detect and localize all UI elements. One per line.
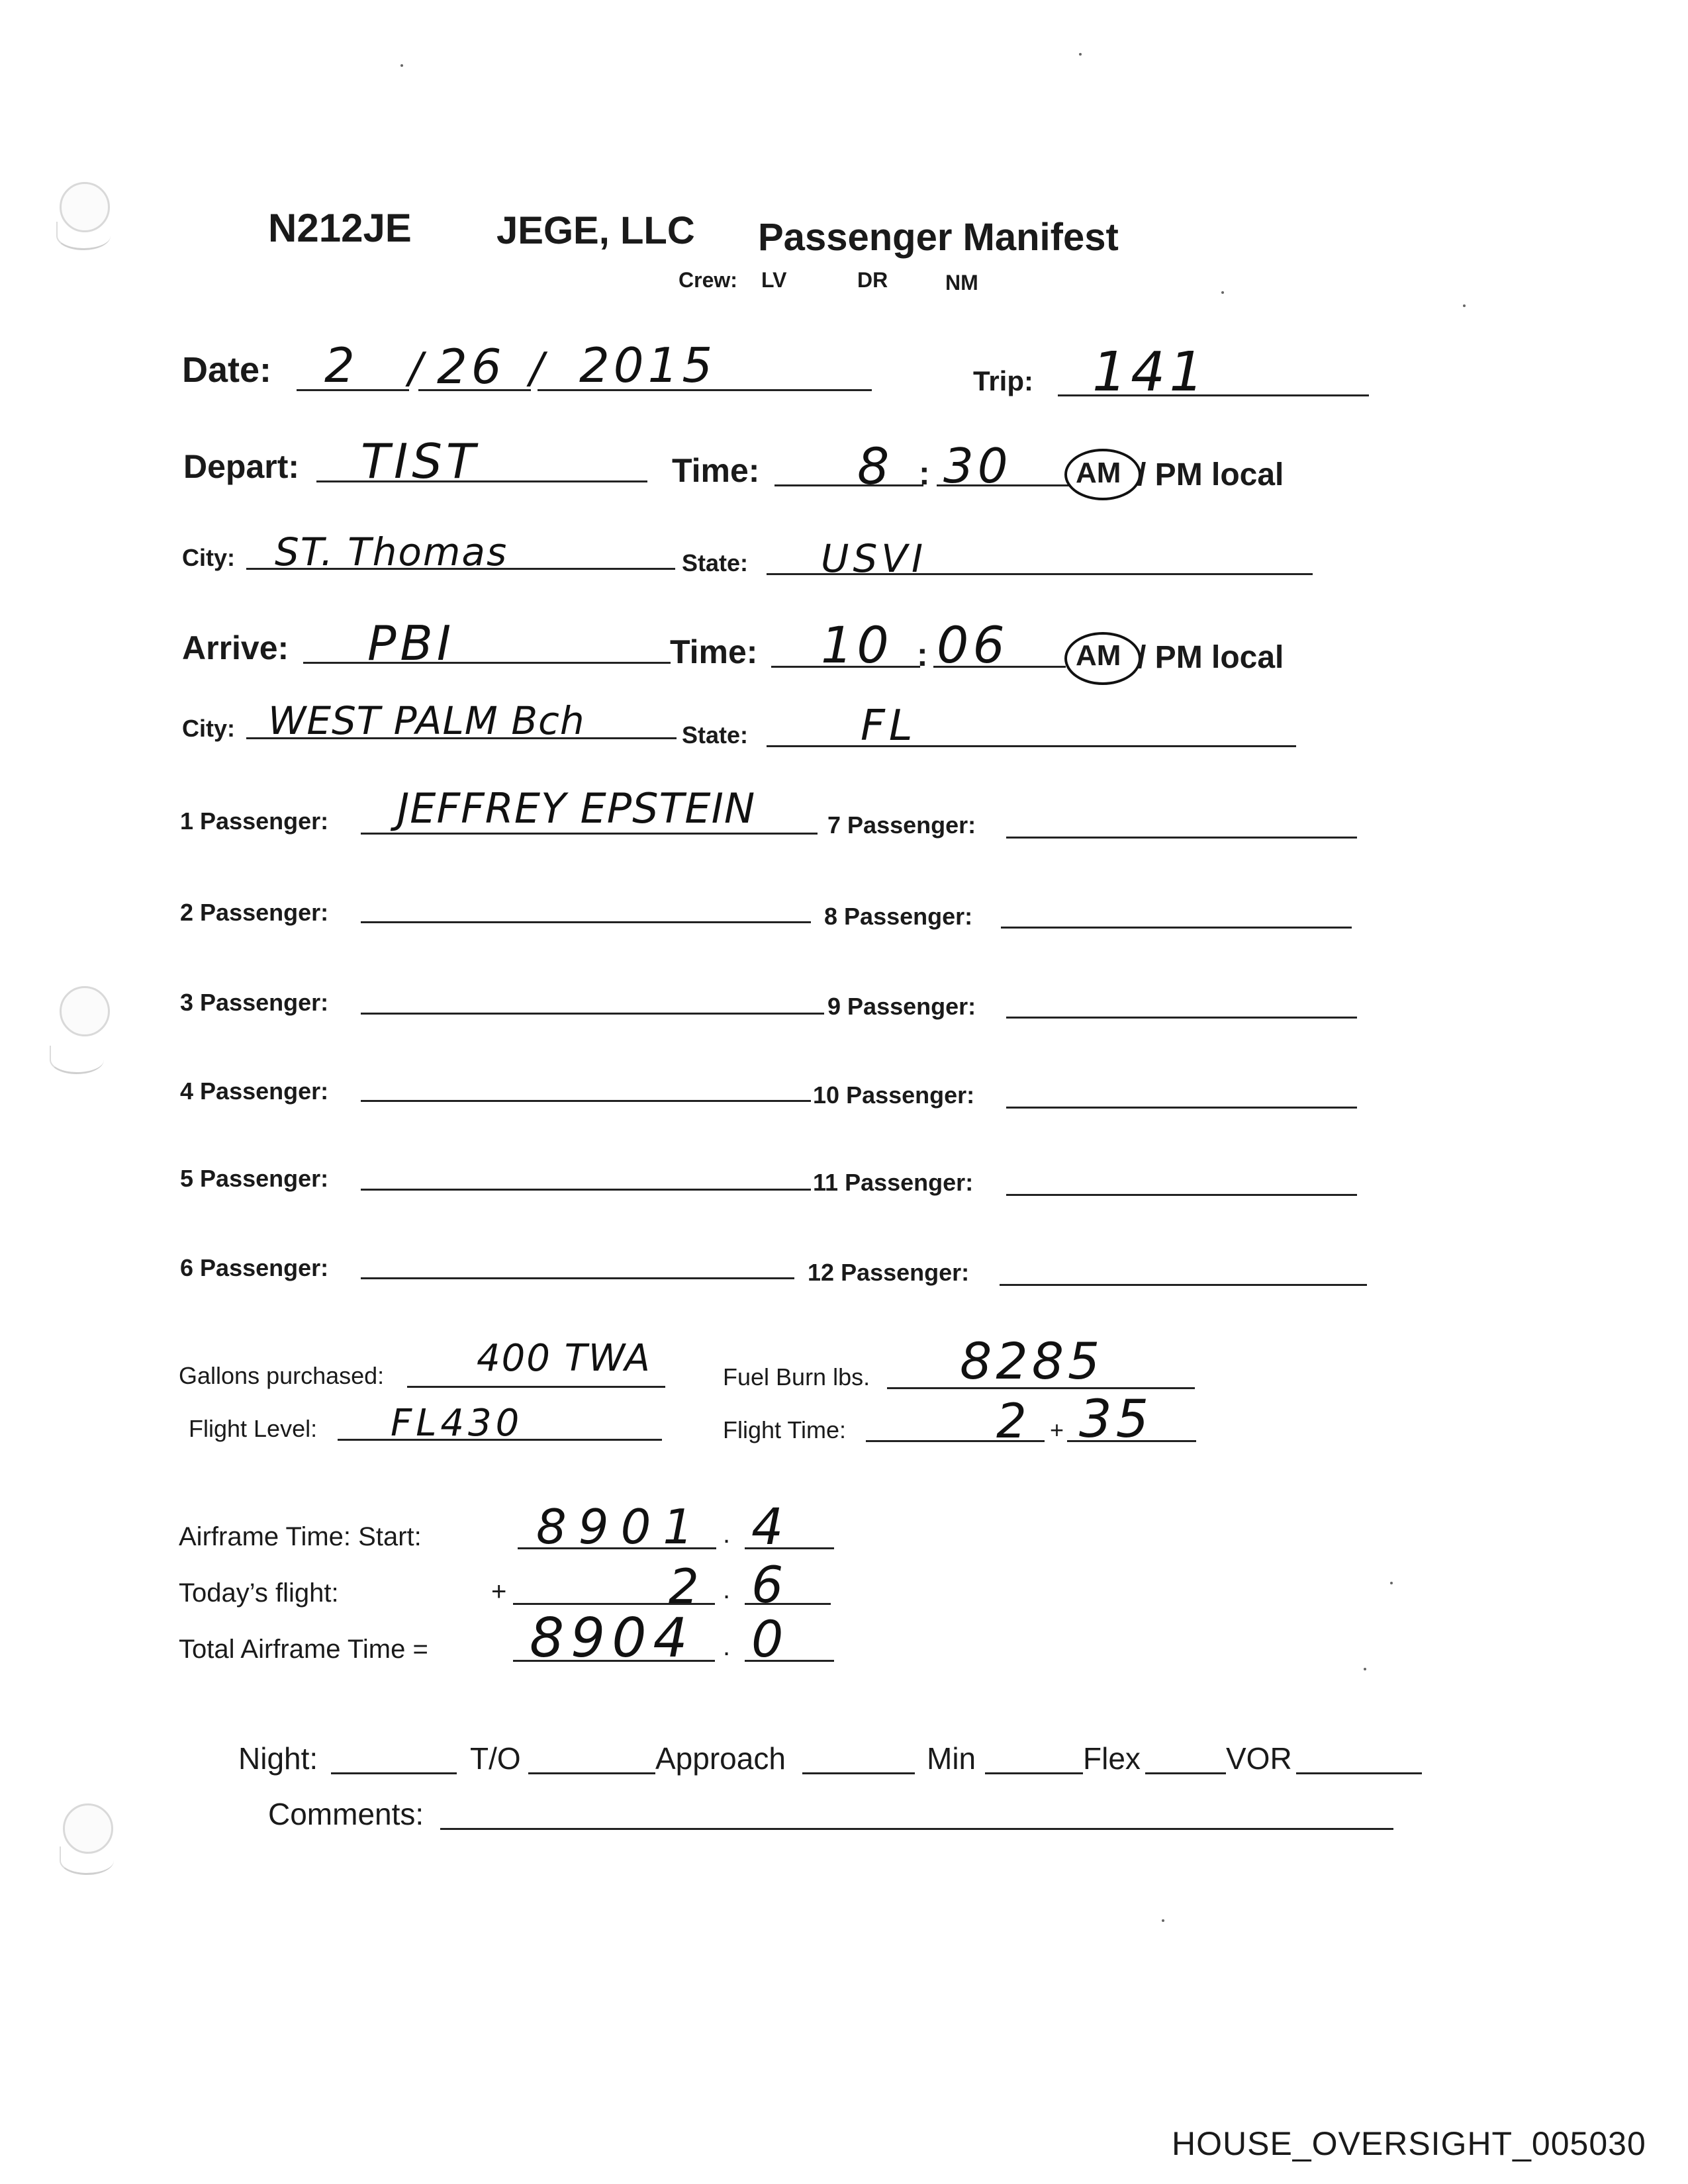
depart-state-label: State: xyxy=(682,549,749,576)
passenger-label: Passenger: xyxy=(847,811,976,839)
todays-flight-decimal-value: 6 xyxy=(751,1555,788,1614)
flex-line xyxy=(1145,1772,1226,1774)
airframe-start-label: Airframe Time: Start: xyxy=(179,1522,422,1551)
passenger-label: Passenger: xyxy=(200,1165,329,1192)
scan-speck xyxy=(1463,304,1466,307)
arrive-hour-value: 10 xyxy=(821,615,893,674)
passenger-1-label xyxy=(180,807,328,835)
scan-speck xyxy=(400,64,403,67)
passenger-9-label xyxy=(827,993,976,1021)
passenger-label: Passenger: xyxy=(200,1077,329,1105)
depart-value: TIST xyxy=(361,433,479,489)
trip-value: 141 xyxy=(1092,341,1208,404)
vor-line xyxy=(1296,1772,1422,1774)
scan-speck xyxy=(1079,53,1082,56)
crew-member: NM xyxy=(945,271,978,295)
passenger-number: 2 xyxy=(180,899,194,926)
passenger-6-label xyxy=(180,1254,328,1282)
depart-hour-value: 8 xyxy=(857,437,894,496)
to-label: T/O xyxy=(470,1741,521,1776)
todays-flight-label: Today’s flight: xyxy=(179,1578,339,1608)
crew-label: Crew: xyxy=(679,268,737,292)
trip-label: Trip: xyxy=(973,365,1033,396)
scan-speck xyxy=(1364,1668,1366,1670)
passenger-7-line xyxy=(1006,837,1357,839)
flight-time-minutes-value: 35 xyxy=(1079,1390,1153,1449)
arrive-line xyxy=(303,662,671,664)
passenger-label: Passenger: xyxy=(846,1081,975,1109)
airframe-start-decimal-value: 4 xyxy=(751,1497,788,1556)
arrive-state-label: State: xyxy=(682,721,749,749)
fuel-burn-value: 8285 xyxy=(960,1332,1104,1390)
passenger-4-label xyxy=(180,1077,328,1105)
depart-city-label: City: xyxy=(182,544,235,571)
depart-state-value: USVI xyxy=(821,536,927,581)
passenger-2-label xyxy=(180,899,328,927)
night-label: Night: xyxy=(238,1741,318,1776)
arrive-time-label: Time: xyxy=(670,633,758,670)
passenger-11-label xyxy=(813,1169,973,1197)
arrive-label: Arrive: xyxy=(182,629,289,666)
depart-city-value: ST. Thomas xyxy=(275,529,508,574)
min-label: Min xyxy=(927,1741,976,1776)
comments-label: Comments: xyxy=(268,1797,424,1831)
date-month-value: 2 xyxy=(324,338,359,393)
time-colon: : xyxy=(919,455,930,492)
night-line xyxy=(331,1772,457,1774)
todays-flight-whole-value: 2 xyxy=(669,1559,703,1614)
arrive-pm-local: / PM local xyxy=(1137,640,1284,675)
passenger-9-line xyxy=(1006,1017,1357,1019)
flight-level-label: Flight Level: xyxy=(189,1415,318,1442)
arrive-state-value: FL xyxy=(861,702,917,751)
bates-number: HOUSE_OVERSIGHT_005030 xyxy=(1172,2125,1646,2162)
passenger-number: 7 xyxy=(827,811,841,839)
passenger-5-label xyxy=(180,1165,328,1193)
depart-min-value: 30 xyxy=(943,438,1012,494)
arrive-city-value: WEST PALM Bch xyxy=(268,698,585,743)
passenger-12-label xyxy=(808,1259,969,1287)
passenger-1-name: JEFFREY EPSTEIN xyxy=(397,784,756,833)
passenger-number: 10 xyxy=(813,1081,840,1109)
passenger-8-label xyxy=(824,903,972,931)
arrive-value: PBI xyxy=(367,615,455,671)
form-title: Passenger Manifest xyxy=(758,216,1119,259)
depart-am-option: AM xyxy=(1076,457,1121,489)
binder-hole-shadow xyxy=(56,222,111,250)
approach-line xyxy=(802,1772,915,1774)
passenger-label: Passenger: xyxy=(844,903,973,930)
binder-hole-shadow xyxy=(60,1846,114,1875)
passenger-number: 4 xyxy=(180,1077,194,1105)
passenger-5-line xyxy=(361,1189,811,1191)
arrive-am-option: AM xyxy=(1076,639,1121,672)
total-airframe-label: Total Airframe Time = xyxy=(179,1635,428,1664)
binder-hole-middle xyxy=(60,986,110,1036)
passenger-10-label xyxy=(813,1081,974,1109)
passenger-number: 6 xyxy=(180,1254,194,1281)
passenger-11-line xyxy=(1006,1194,1357,1196)
passenger-10-line xyxy=(1006,1107,1357,1109)
min-line xyxy=(985,1772,1083,1774)
passenger-3-line xyxy=(361,1013,824,1015)
company-name: JEGE, LLC xyxy=(496,209,695,252)
flex-label: Flex xyxy=(1083,1741,1141,1776)
flight-time-hours-value: 2 xyxy=(996,1393,1031,1449)
passenger-label: Passenger: xyxy=(200,899,329,926)
passenger-label: Passenger: xyxy=(200,807,329,835)
total-airframe-whole-value: 8904 xyxy=(530,1607,694,1670)
date-label: Date: xyxy=(182,350,272,390)
passenger-label: Passenger: xyxy=(845,1169,974,1196)
airframe-start-dot: . xyxy=(723,1520,731,1549)
passenger-label: Passenger: xyxy=(200,989,329,1016)
to-line xyxy=(528,1772,655,1774)
approach-label: Approach xyxy=(655,1741,786,1776)
passenger-6-line xyxy=(361,1277,794,1279)
passenger-number: 1 xyxy=(180,807,194,835)
passenger-1-line xyxy=(361,833,818,835)
arrive-min-value: 06 xyxy=(937,615,1009,674)
passenger-8-line xyxy=(1001,927,1352,929)
date-separator: / xyxy=(530,344,548,393)
gallons-value: 400 TWA xyxy=(477,1337,651,1380)
flight-level-value: FL430 xyxy=(391,1402,524,1445)
scan-speck xyxy=(1390,1582,1393,1584)
passenger-2-line xyxy=(361,921,811,923)
tail-number: N212JE xyxy=(268,206,412,250)
total-airframe-dot: . xyxy=(723,1632,731,1661)
depart-time-label: Time: xyxy=(672,452,760,489)
passenger-label: Passenger: xyxy=(841,1259,970,1286)
flight-time-label: Flight Time: xyxy=(723,1416,847,1443)
time-colon: : xyxy=(917,636,928,673)
gallons-line xyxy=(407,1386,665,1388)
date-day-value: 26 xyxy=(437,339,506,394)
gallons-label: Gallons purchased: xyxy=(179,1362,385,1389)
airframe-start-whole-value: 8901 xyxy=(536,1499,706,1555)
comments-line xyxy=(440,1828,1393,1830)
crew-member: DR xyxy=(857,268,888,292)
passenger-7-label xyxy=(827,811,976,839)
passenger-number: 11 xyxy=(813,1169,839,1196)
passenger-label: Passenger: xyxy=(200,1254,329,1281)
passenger-number: 8 xyxy=(824,903,838,930)
passenger-number: 9 xyxy=(827,993,841,1020)
crew-member: LV xyxy=(761,268,787,292)
depart-hour-line xyxy=(774,484,923,486)
depart-pm-local: / PM local xyxy=(1137,457,1284,492)
date-year-value: 2015 xyxy=(579,338,717,393)
passenger-number: 5 xyxy=(180,1165,194,1192)
todays-flight-dot: . xyxy=(723,1575,731,1604)
date-separator: / xyxy=(408,344,427,393)
arrive-state-line xyxy=(767,745,1296,747)
todays-flight-plus: + xyxy=(491,1577,507,1606)
passenger-3-label xyxy=(180,989,328,1017)
vor-label: VOR xyxy=(1226,1741,1292,1776)
scan-speck xyxy=(1162,1919,1164,1922)
binder-hole-shadow xyxy=(50,1046,104,1074)
passenger-number: 12 xyxy=(808,1259,835,1286)
scan-speck xyxy=(1221,291,1224,294)
passenger-label: Passenger: xyxy=(847,993,976,1020)
passenger-4-line xyxy=(361,1100,811,1102)
passenger-number: 3 xyxy=(180,989,194,1016)
depart-label: Depart: xyxy=(183,448,300,485)
fuel-burn-label: Fuel Burn lbs. xyxy=(723,1363,870,1390)
total-airframe-decimal-value: 0 xyxy=(751,1610,788,1668)
arrive-city-label: City: xyxy=(182,715,235,742)
passenger-12-line xyxy=(1000,1284,1367,1286)
flight-time-plus: + xyxy=(1050,1416,1064,1443)
